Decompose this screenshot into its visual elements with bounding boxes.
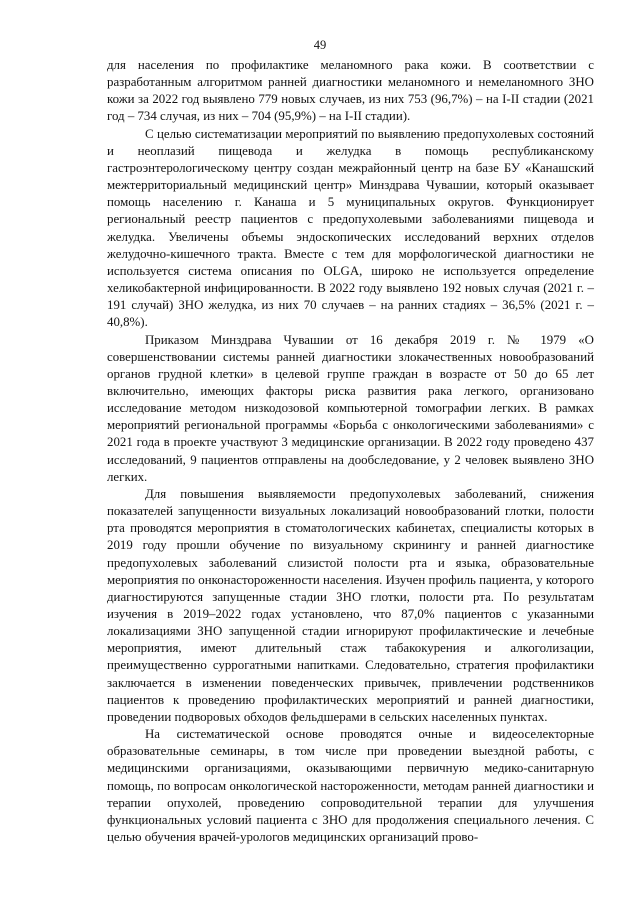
paragraph-esophagus-stomach: С целью систематизации мероприятий по выявлению предопухолевых состояний и неоплазий пищевода и желудка в помощь республиканскому гастроэнтерологическому центру создан межрайонный центр на базе БУ «Канашский межтерриториальный медицинский центр» Минздрава Чувашии, который оказывает помощь населению г. Канаша и 5 муниципальных округов. Функционирует региональный реестр пациентов с предопухолевыми заболеваниями пищевода и желудка. Увеличены объемы эндоскопических исследований верхних отделов желудочно-кишечного тракта. Вместе с тем для морфологической диагностики не используется система описания по OLGA, широко не используется определение хеликобактерной инфицированности. В 2022 году выявлено 192 новых случая (2021 г. – 191 случай) ЗНО желудка, из них 70 случаев – на ранних стадиях – 36,5% (2021 г. – 40,8%). — [107, 126, 594, 330]
paragraph-lung-screening: Приказом Минздрава Чувашии от 16 декабря 2019 г. № 1979 «О совершенствовании системы ранней диагностики злокачественных новообразований органов грудной клетки» в целевой группе граждан в возрасте от 50 до 65 лет включительно, имеющих факторы риска развития рака легкого, организовано исследование методом низкодозовой компьютерной томографии легких. В рамках мероприятий региональной программы «Борьба с онкологическими заболеваниями» с 2021 года в проекте участвуют 3 медицинские организации. В 2022 году проведено 437 исследований, 9 пациентов отправлены на дообследование, у 2 человек выявлено ЗНО легких. — [107, 332, 594, 484]
paragraph-education-seminars: На систематической основе проводятся очные и видеоселекторные образовательные семинары, в том числе при проведении выездной работы, с медицинскими организациями, оказывающими первичную медико-санитарную помощь, по вопросам онкологической настороженности, методам ранней диагностики и терапии опухолей, проведению сопроводительной терапии для улучшения функциональных условий пациента с ЗНО для продолжения специального лечения. С целью обучения врачей-урологов медицинских организаций прово- — [107, 727, 594, 845]
paragraph-melanoma-continued: для населения по профилактике меланомного рака кожи. В соответствии с разработанным алгоритмом ранней диагностики меланомного и немеланомного ЗНО кожи за 2022 год выявлено 779 новых случаев, из них 753 (96,7%) – на I-II стадии (2021 год – 734 случая, из них – 704 (95,9%) – на I-II стадии). — [107, 58, 594, 124]
document-body — [107, 57, 594, 846]
paragraph-oral-cavity: Для повышения выявляемости предопухолевых заболеваний, снижения показателей запущенности визуальных локализаций новообразований глотки, полости рта проводятся мероприятия в стоматологических кабинетах, специалисты которых в 2019 году прошли обучение по визуальному скринингу и ранней диагностике предопухолевых заболеваний слизистой полости рта и языка, образовательные мероприятия по онконастороженности населения. Изучен профиль пациента, у которого диагностируются запущенные стадии ЗНО глотки, полости рта. По результатам изучения в 2019–2022 годах установлено, что 87,0% пациентов с указанными локализациями ЗНО запущенной стадии игнорируют профилактические и лечебные мероприятия, имеют длительный стаж табакокурения и алкоголизации, преимущественно суррогатными напитками. Следовательно, стратегия профилактики заключается в изменении поведенческих привычек, привлечении родственников пациентов к проведению профилактических мероприятий и ранней диагностики, проведении подворовых обходов фельдшерами в сельских населенных пунктах. — [107, 486, 594, 724]
page-number: 49 — [313, 38, 327, 52]
